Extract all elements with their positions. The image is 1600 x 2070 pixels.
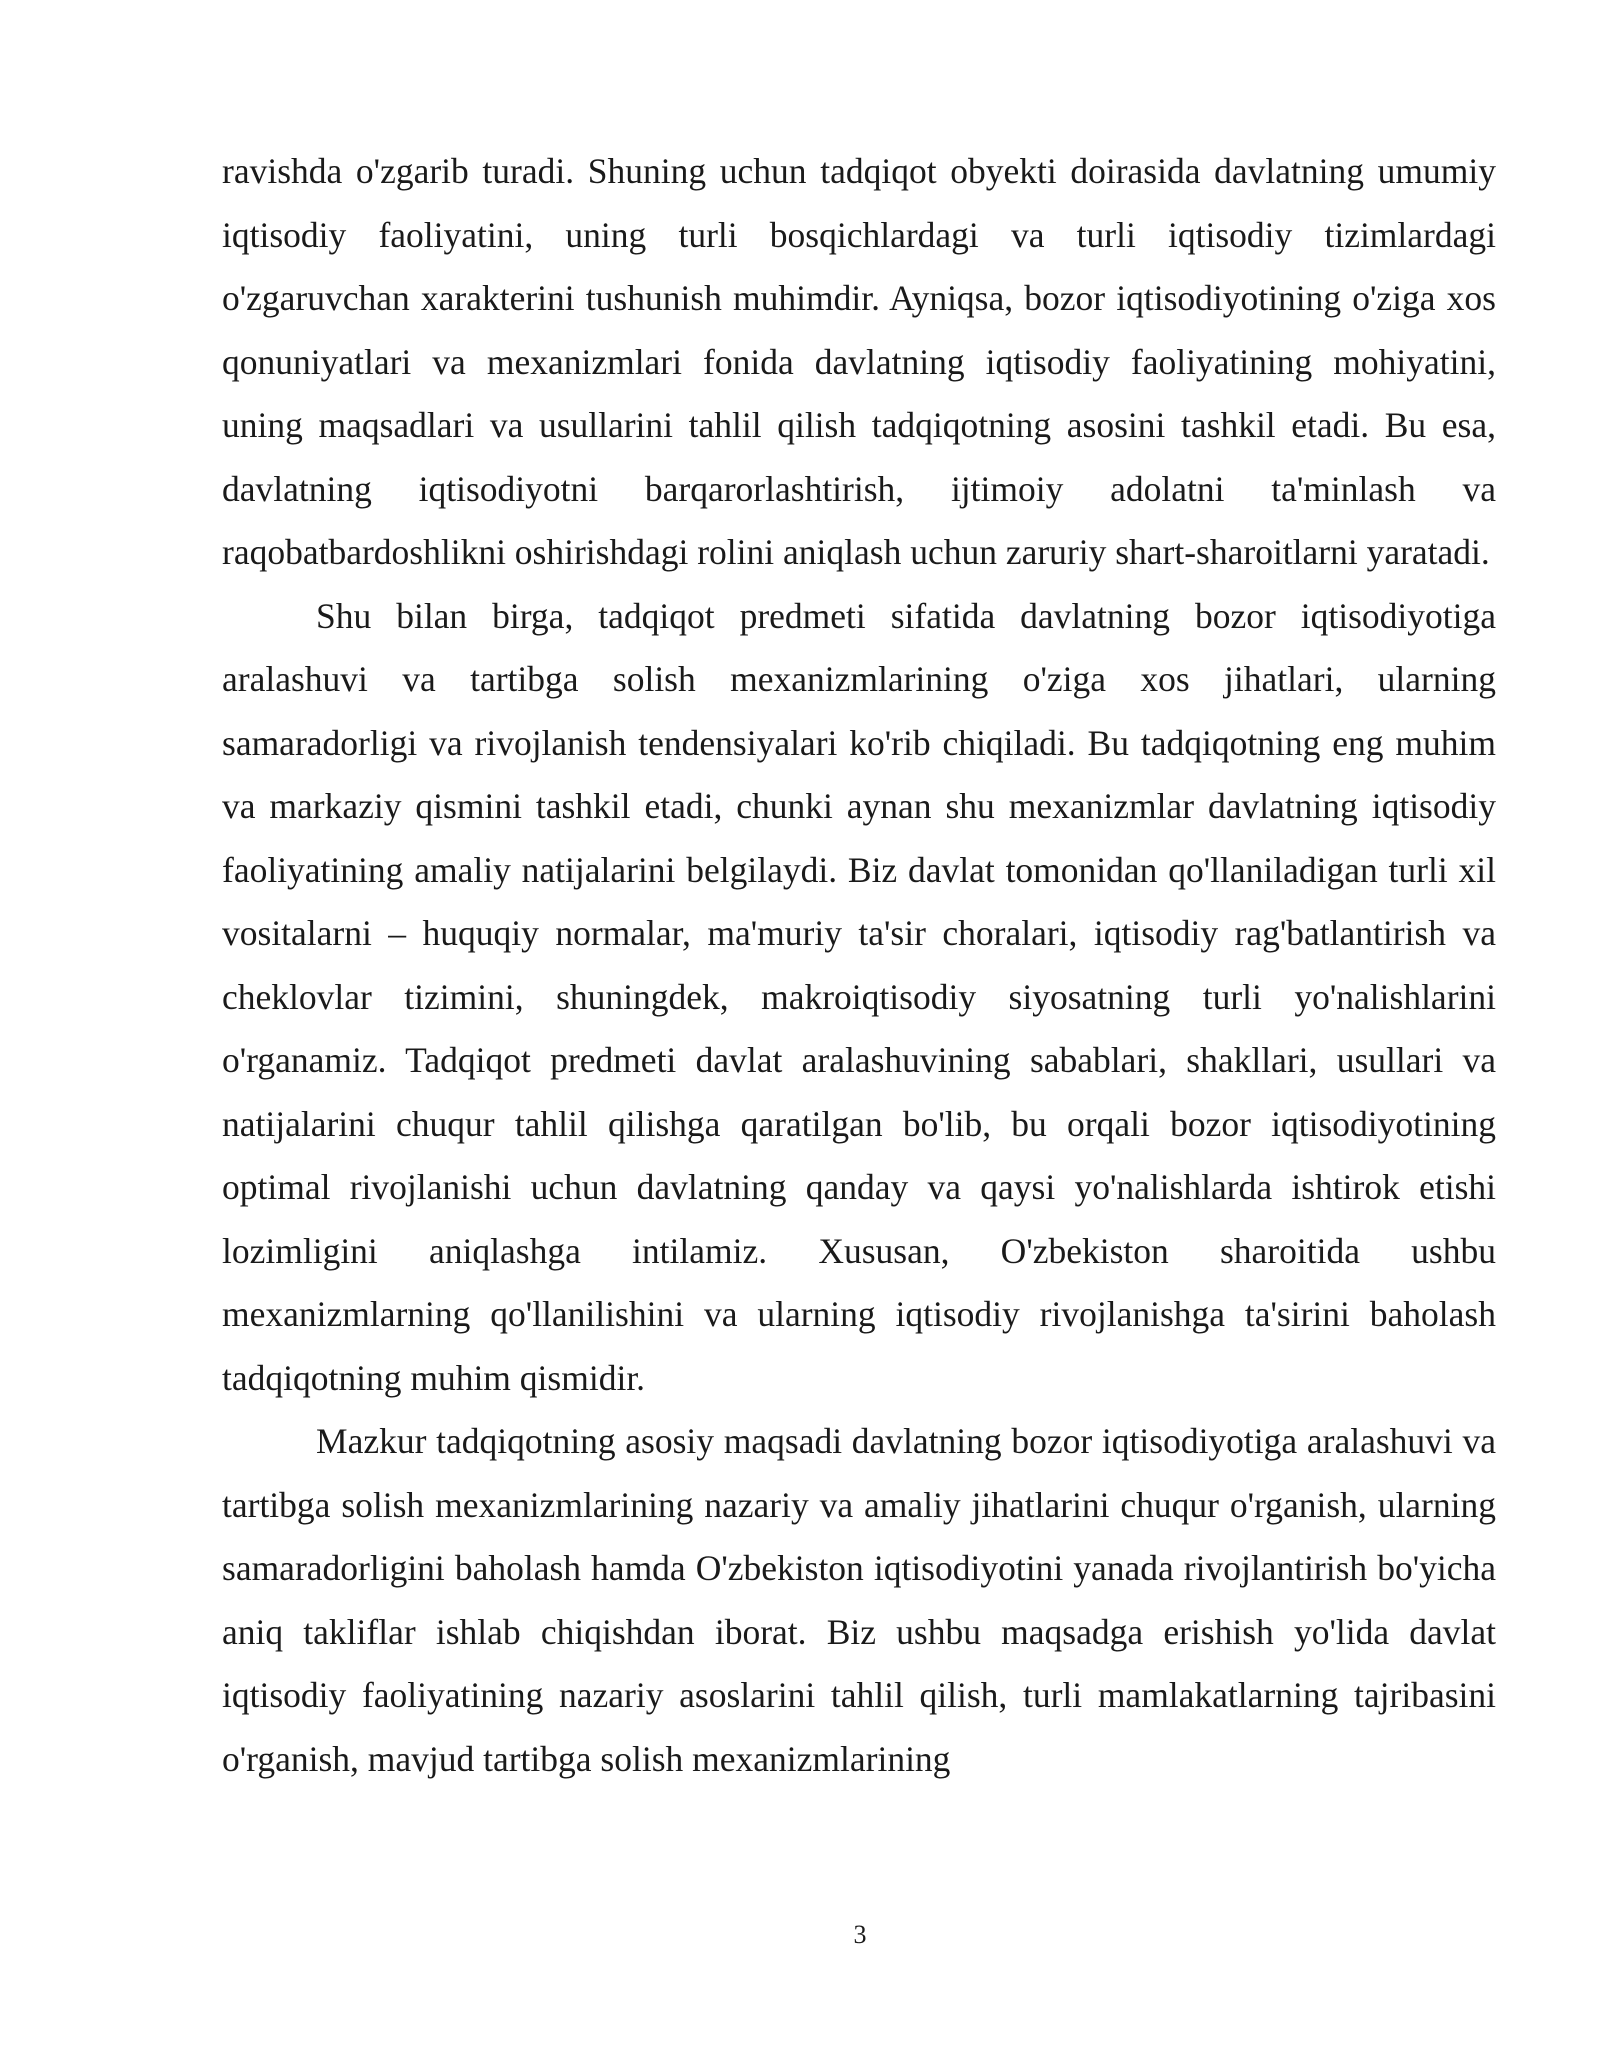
paragraph-3: Mazkur tadqiqotning asosiy maqsadi davlatning bozor iqtisodiyotiga aralashuvi va tartibga solish mexanizmlarining nazariy va amaliy jihatlarini chuqur o'rganish, ularning samaradorligini baholash hamda O'zbekiston iqtisodiyotini yanada rivojlantirish bo'yicha aniq takliflar ishlab chiqishdan iborat. Biz ushbu maqsadga erishish yo'lida davlat iqtisodiy faoliyatining nazariy asoslarini tahlil qilish, turli mamlakatlarning tajribasini o'rganish, mavjud tartibga solish mexanizmlarining xyxy=(222,1421,1496,1779)
body-text xyxy=(222,140,1496,1791)
paragraph-2: Shu bilan birga, tadqiqot predmeti sifatida davlatning bozor iqtisodiyotiga aralashuvi va tartibga solish mexanizmlarining o'ziga xos jihatlari, ularning samaradorligi va rivojlanish tendensiyalari ko'rib chiqiladi. Bu tadqiqotning eng muhim va markaziy qismini tashkil etadi, chunki aynan shu mexanizmlar davlatning iqtisodiy faoliyatining amaliy natijalarini belgilaydi. Biz davlat tomonidan qo'llaniladigan turli xil vositalarni – huquqiy normalar, ma'muriy ta'sir choralari, iqtisodiy rag'batlantirish va cheklovlar tizimini, shuningdek, makroiqtisodiy siyosatning turli yo'nalishlarini o'rganamiz. Tadqiqot predmeti davlat aralashuvining sabablari, shakllari, usullari va natijalarini chuqur tahlil qilishga qaratilgan bo'lib, bu orqali bozor iqtisodiyotining optimal rivojlanishi uchun davlatning qanday va qaysi yo'nalishlarda ishtirok etishi lozimligini aniqlashga intilamiz. Xususan, O'zbekiston sharoitida ushbu mexanizmlarning qo'llanilishini va ularning iqtisodiy rivojlanishga ta'sirini baholash tadqiqotning muhim qismidir. xyxy=(222,595,1496,1398)
page-number: 3 xyxy=(853,1920,867,1949)
paragraph-1: ravishda o'zgarib turadi. Shuning uchun tadqiqot obyekti doirasida davlatning umumiy iqtisodiy faoliyatini, uning turli bosqichlardagi va turli iqtisodiy tizimlardagi o'zgaruvchan xarakterini tushunish muhimdir. Ayniqsa, bozor iqtisodiyotining o'ziga xos qonuniyatlari va mexanizmlari fonida davlatning iqtisodiy faoliyatining mohiyatini, uning maqsadlari va usullarini tahlil qilish tadqiqotning asosini tashkil etadi. Bu esa, davlatning iqtisodiyotni barqarorlashtirish, ijtimoiy adolatni ta'minlash va raqobatbardoshlikni oshirishdagi rolini aniqlash uchun zaruriy shart-sharoitlarni yaratadi. xyxy=(222,151,1496,572)
